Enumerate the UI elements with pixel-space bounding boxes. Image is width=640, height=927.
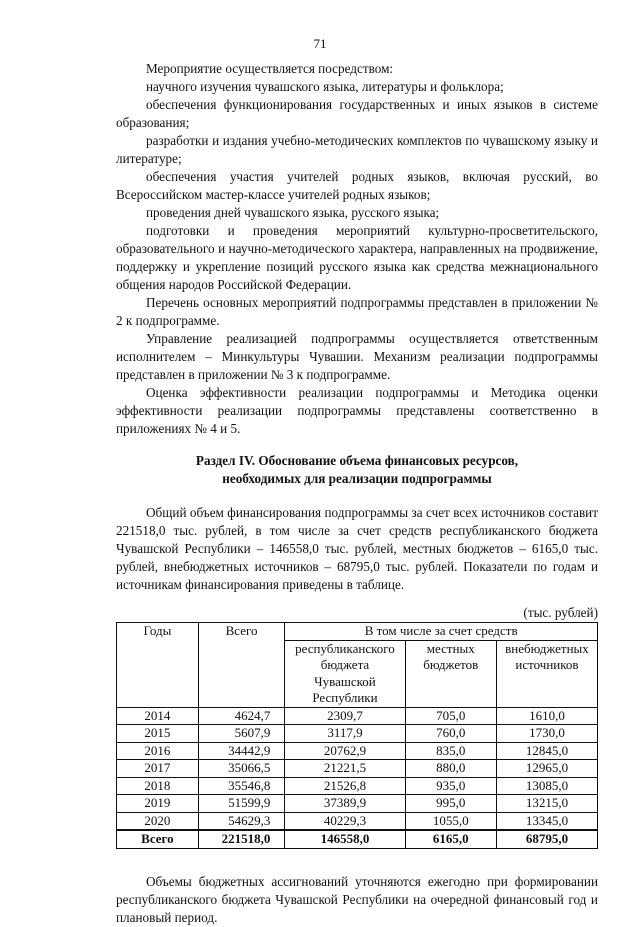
cell-extra: 1610,0 [496, 707, 597, 725]
cell-republic: 21221,5 [285, 760, 405, 778]
cell-total: 35066,5 [198, 760, 285, 778]
header-group: В том числе за счет средств [285, 623, 598, 641]
cell-year: 2020 [117, 812, 199, 830]
cell-total: 35546,8 [198, 777, 285, 795]
header-extra: внебюджетных источников [496, 640, 597, 707]
cell-republic: 40229,3 [285, 812, 405, 830]
cell-local: 835,0 [405, 742, 496, 760]
document-body [116, 60, 598, 927]
paragraph: обеспечения функционирования государственных и иных языков в системе образования; [116, 97, 598, 130]
cell-extra: 13215,0 [496, 795, 597, 813]
paragraph: проведения дней чувашского языка, русского языка; [146, 205, 440, 220]
cell-extra: 12845,0 [496, 742, 597, 760]
cell-extra: 13085,0 [496, 777, 597, 795]
table-total-row [117, 830, 598, 848]
page-number: 71 [313, 36, 327, 51]
cell-republic: 21526,8 [285, 777, 405, 795]
cell-total: 5607,9 [198, 725, 285, 743]
cell-year: 2015 [117, 725, 199, 743]
cell-republic: 3117,9 [285, 725, 405, 743]
table-unit: (тыс. рублей) [523, 605, 598, 620]
cell-total: 221518,0 [198, 830, 285, 848]
cell-total: 4624,7 [198, 707, 285, 725]
cell-local: 1055,0 [405, 812, 496, 830]
cell-total: 51599,9 [198, 795, 285, 813]
cell-local: 6165,0 [405, 830, 496, 848]
cell-total: 34442,9 [198, 742, 285, 760]
table-row [117, 742, 598, 760]
closing-paragraph: Объемы бюджетных ассигнований уточняются ежегодно при формировании республиканского бюджета Чувашской Республики на очередной финансовый год и плановый период. [116, 873, 598, 925]
paragraph: Оценка эффективности реализации подпрограммы и Методика оценки эффективности реализации подпрограммы представлены соответственно в приложениях № 4 и 5. [116, 385, 598, 436]
table-row [117, 812, 598, 830]
cell-republic: 20762,9 [285, 742, 405, 760]
funding-table [116, 622, 598, 849]
cell-republic: 2309,7 [285, 707, 405, 725]
cell-local: 935,0 [405, 777, 496, 795]
table-row [117, 777, 598, 795]
header-year: Годы [117, 623, 199, 708]
cell-year: 2014 [117, 707, 199, 725]
section-heading-line: необходимых для реализации подпрограммы [222, 471, 492, 486]
cell-local: 705,0 [405, 707, 496, 725]
paragraph: Мероприятие осуществляется посредством: [146, 61, 394, 76]
section-heading [116, 452, 598, 488]
paragraph: научного изучения чувашского языка, литературы и фольклора; [146, 79, 504, 94]
cell-year: 2016 [117, 742, 199, 760]
cell-local: 880,0 [405, 760, 496, 778]
cell-republic: 146558,0 [285, 830, 405, 848]
cell-total: 54629,3 [198, 812, 285, 830]
section-heading-line: Раздел IV. Обоснование объема финансовых ресурсов, [195, 453, 519, 468]
header-total: Всего [198, 623, 285, 708]
cell-year: 2018 [117, 777, 199, 795]
table-row [117, 725, 598, 743]
cell-year: 2019 [117, 795, 199, 813]
header-republic: республиканского бюджета Чувашской Республики [285, 640, 405, 707]
cell-year: 2017 [117, 760, 199, 778]
cell-extra: 12965,0 [496, 760, 597, 778]
cell-year: Всего [117, 830, 199, 848]
cell-republic: 37389,9 [285, 795, 405, 813]
table-row [117, 707, 598, 725]
table-row [117, 795, 598, 813]
paragraph: Управление реализацией подпрограммы осуществляется ответственным исполнителем – Минкультуры Чувашии. Механизм реализации подпрограммы представлен в приложении № 3 к подпрограмме. [116, 331, 598, 382]
cell-local: 995,0 [405, 795, 496, 813]
cell-extra: 1730,0 [496, 725, 597, 743]
cell-local: 760,0 [405, 725, 496, 743]
paragraph: разработки и издания учебно-методических комплектов по чувашскому языку и литературе; [116, 133, 598, 166]
paragraph: подготовки и проведения мероприятий культурно-просветительского, образовательного и научно-методического характера, направленных на продвижение, поддержку и укрепление позиций русского языка как средства межнационального общения народов Российской Федерации. [116, 223, 598, 292]
cell-extra: 13345,0 [496, 812, 597, 830]
paragraph: обеспечения участия учителей родных языков, включая русский, во Всероссийском мастер-классе учителей родных языков; [116, 169, 598, 202]
paragraph: Перечень основных мероприятий подпрограммы представлен в приложении № 2 к подпрограмме. [116, 295, 598, 328]
table-row [117, 760, 598, 778]
funding-paragraph: Общий объем финансирования подпрограммы за счет всех источников составит 221518,0 тыс. рублей, в том числе за счет средств республиканского бюджета Чувашской Республики – 146558,0 тыс. рублей, местных бюджетов – 6165,0 тыс. рублей, внебюджетных источников – 68795,0 тыс. рублей. Показатели по годам и источникам финансирования приведены в таблице. [116, 505, 598, 592]
cell-extra: 68795,0 [496, 830, 597, 848]
header-local: местных бюджетов [405, 640, 496, 707]
